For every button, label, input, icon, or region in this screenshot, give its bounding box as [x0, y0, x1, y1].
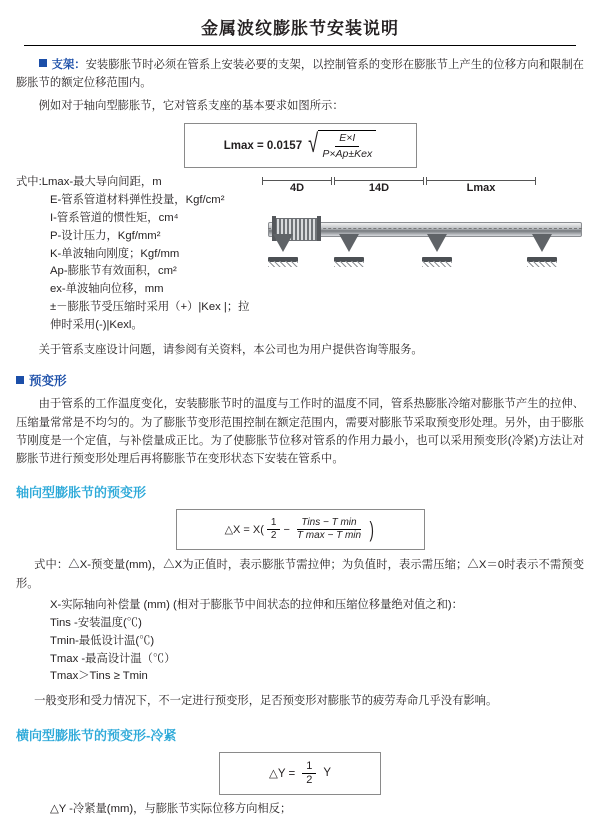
legend-list — [16, 174, 254, 335]
axial-def-1: Tins -安装温度(℃) — [50, 616, 142, 629]
formula-lateral-lhs: △Y = — [268, 768, 296, 781]
support-heading-paragraph — [16, 56, 584, 93]
legend-line-7: ±－膨胀节受压缩时采用（+）|Kex |；拉伸时采用(-)|Kexl。 — [50, 301, 250, 331]
support-paragraph-2: 例如对于轴向型膨胀节，它对管系支座的基本要求如图所示： — [38, 99, 344, 112]
formula-lateral-fraction — [302, 760, 316, 787]
dimension-labels — [262, 180, 584, 194]
support-hatching — [268, 261, 298, 267]
axial-def-2: Tmin-最低设计温(℃) — [50, 634, 155, 647]
pipe-illustration — [262, 198, 584, 284]
title-divider — [24, 45, 576, 46]
formula-lateral-rhs: Y — [323, 767, 331, 780]
document-page — [0, 14, 600, 815]
legend-line-2: I-管系管道的惯性矩，cm⁴ — [50, 211, 179, 224]
support-triangle-icon — [339, 234, 359, 252]
dimension-14d: 14D — [334, 180, 424, 194]
support-hatching — [334, 261, 364, 267]
support-triangle-icon — [427, 234, 447, 252]
formula-axial-half — [267, 517, 281, 542]
support-4 — [527, 234, 557, 262]
formula-lmax-radical — [306, 127, 376, 161]
axial-def-0: X-实际轴向补偿量 (mm) (相对于膨胀节中间状态的拉伸和压缩位移量绝对值之和)： — [50, 599, 463, 612]
formula-lateral-num: 1 — [302, 760, 316, 774]
formula-axial-half-den: 2 — [270, 530, 277, 542]
predeform-heading: 预变形 — [29, 374, 67, 389]
formula-axial-temp-fraction — [293, 517, 365, 542]
formula-lmax — [184, 123, 417, 168]
support-2 — [334, 234, 364, 262]
formula-axial-lhs: △X = X( — [224, 524, 264, 537]
page-title: 金属波纹膨胀节安装说明 — [201, 19, 399, 38]
axial-def-4: Tmax＞Tins ≥ Tmin — [50, 670, 148, 683]
formula-lmax-denominator: P×Ap±Kex — [322, 148, 373, 161]
support-paragraph-1: 安装膨胀节时必须在管系上安装必要的支架，以控制管系的变形在膨胀节上产生的位移方向和限制在膨胀节的额定位移范围内。 — [16, 59, 584, 90]
support-1 — [268, 234, 298, 262]
axial-explain: 式中：△X-预变量(mm)，△X为正值时，表示膨胀节需拉伸；为负值时，表示需压缩；△X＝0时表示不需预变形。 — [16, 559, 584, 590]
consult-note: 关于管系支座设计问题，请参阅有关资料，本公司也为用户提供咨询等服务。 — [38, 343, 423, 356]
axial-def-3: Tmax -最高设计温（℃） — [50, 652, 176, 665]
support-triangle-icon — [532, 234, 552, 252]
lateral-explain: △Y -冷紧量(mm)，与膨胀节实际位移方向相反； — [50, 802, 292, 815]
formula-axial-rhs: ) — [369, 516, 374, 542]
axial-predeform-heading: 轴向型膨胀节的预变形 — [16, 485, 147, 501]
formula-lateral-predeform — [219, 752, 381, 795]
blue-square-bullet-icon — [39, 59, 47, 67]
blue-square-bullet-icon — [16, 376, 24, 384]
support-hatching — [527, 261, 557, 267]
support-3 — [422, 234, 452, 262]
radical-sign-icon: √ — [308, 127, 319, 158]
formula-lateral-den: 2 — [306, 773, 313, 786]
support-heading: 支架： — [51, 59, 86, 71]
dimension-4d: 4D — [262, 180, 332, 194]
lateral-predeform-heading: 横向型膨胀节的预变形-冷紧 — [16, 727, 177, 743]
predeform-heading-row — [16, 371, 584, 391]
predeform-paragraph: 由于管系的工作温度变化，安装膨胀节时的温度与工作时的温度不同，管系热膨胀冷缩对膨胀节产生的拉伸、压缩量常常是不均匀的。为了膨胀节变形范围控制在额定范围内，需要对膨胀节采取预变形处理。另外，由于膨胀节刚度是一个定值，与补偿量成正比。为了使膨胀节位移对管系的作用力最小，也可以采用预变形(冷紧)方法让对膨胀节进行预变形处理后再将膨胀节在变形状态下安装在管系中。 — [16, 398, 584, 466]
formula-lmax-fraction — [318, 130, 376, 161]
formula-axial-minus: − — [283, 523, 290, 536]
formula-lmax-lhs: Lmax = 0.0157 — [223, 139, 303, 152]
legend-line-4: K-单波轴向刚度；Kgf/mm — [50, 247, 180, 260]
legend-line-0: 式中:Lmax-最大导向间距，m — [16, 176, 162, 189]
legend-line-3: P-设计压力，Kgf/mm² — [50, 229, 161, 242]
dimension-lmax: Lmax — [426, 180, 536, 194]
support-triangle-icon — [273, 234, 293, 252]
formula-axial-half-num: 1 — [267, 517, 281, 530]
formula-lmax-numerator: E×I — [335, 132, 359, 147]
legend-line-5: Ap-膨胀节有效面积，cm² — [50, 265, 177, 278]
formula-axial-temp-den: T max − T min — [296, 530, 362, 542]
legend-line-1: E-管系管道材料弹性投量，Kgf/cm² — [50, 193, 225, 206]
formula-axial-predeform — [176, 509, 425, 550]
support-hatching — [422, 261, 452, 267]
legend-line-6: ex-单波轴向位移，mm — [50, 283, 164, 296]
pipe-diagram — [262, 174, 584, 284]
flange-right-icon — [317, 216, 321, 241]
axial-note: 一般变形和受力情况下，不一定进行预变形，足否预变形对膨胀节的疲劳寿命几乎没有影响。 — [34, 695, 498, 708]
formula-axial-temp-num: Tins − T min — [297, 517, 360, 530]
legend-diagram-row — [16, 174, 584, 335]
